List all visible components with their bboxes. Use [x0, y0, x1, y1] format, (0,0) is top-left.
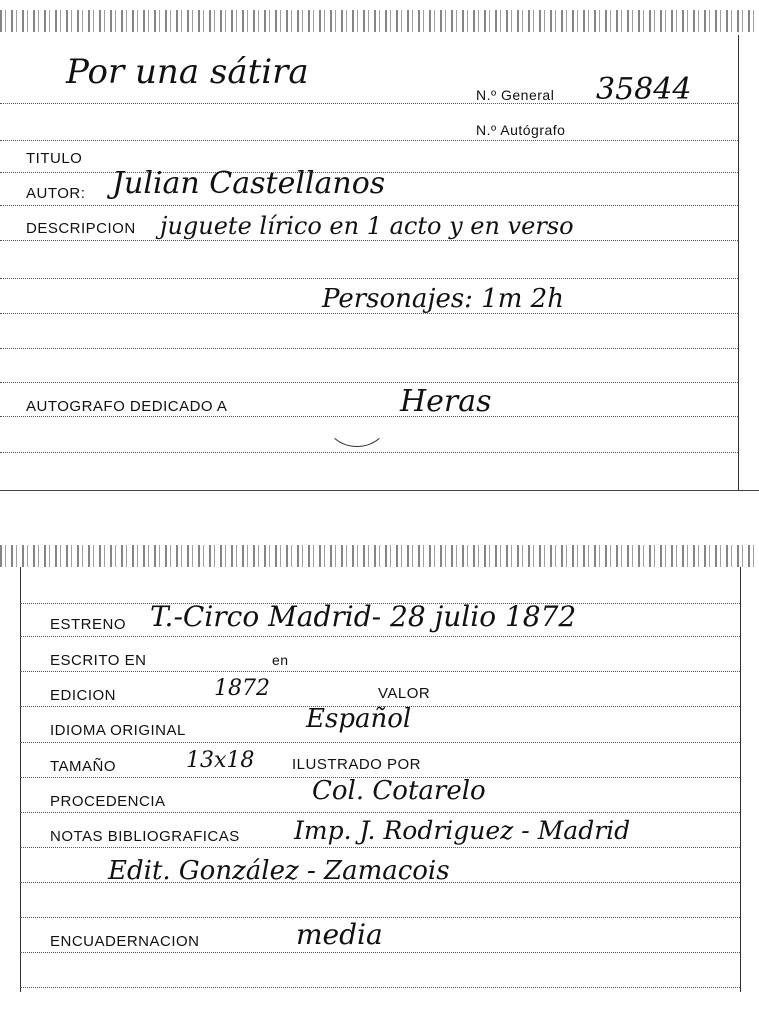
card-bottom-edge [0, 545, 759, 567]
notas-value-line1: Imp. J. Rodriguez - Madrid [294, 816, 631, 845]
tamano-label: TAMAÑO [50, 758, 117, 775]
rule-line [20, 671, 740, 672]
autor-label: AUTOR: [26, 185, 86, 202]
procedencia-label: PROCEDENCIA [50, 793, 166, 810]
idioma-label: IDIOMA ORIGINAL [50, 722, 186, 739]
rule-line [0, 240, 738, 241]
card-bottom-right-border [740, 567, 741, 992]
descripcion-value: juguete lírico en 1 acto y en verso [160, 212, 574, 240]
card-top-right-border [738, 35, 739, 490]
rule-line [0, 452, 738, 453]
autografo-number-label: N.º Autógrafo [476, 122, 566, 138]
general-number-value: 35844 [596, 72, 692, 107]
autografo-dedicado-label: AUTOGRAFO DEDICADO A [26, 398, 228, 415]
autografo-dedicado-value: Heras [400, 384, 492, 419]
rule-line [0, 278, 738, 279]
rule-line [20, 987, 740, 988]
estreno-label: ESTRENO [50, 616, 127, 633]
general-number-label: N.º General [476, 87, 555, 103]
personajes-value: Personajes: 1m 2h [322, 284, 564, 314]
valor-label: VALOR [378, 685, 431, 702]
descripcion-label: DESCRIPCION [26, 220, 136, 237]
encuadernacion-value: media [296, 918, 383, 951]
rule-line [20, 847, 740, 848]
notas-value-line2: Edit. González - Zamacois [108, 856, 450, 886]
procedencia-value: Col. Cotarelo [312, 776, 486, 806]
rule-line [20, 636, 740, 637]
tamano-value: 13x18 [186, 748, 255, 773]
idioma-value: Español [306, 704, 412, 734]
edicion-label: EDICION [50, 687, 117, 704]
escrito-label: ESCRITO EN [50, 652, 147, 669]
card-bottom-left-border [20, 567, 21, 992]
rule-line [0, 140, 738, 141]
rule-line [20, 952, 740, 953]
titulo-label: TITULO [26, 150, 83, 167]
rule-line [0, 382, 738, 383]
card-top-bottom-border [0, 490, 759, 491]
edicion-value: 1872 [214, 676, 270, 701]
stamp-circle [326, 395, 388, 447]
card-top-edge [0, 10, 759, 32]
autor-value: Julian Castellanos [112, 166, 386, 201]
work-title-handwritten: Por una sátira [66, 52, 309, 92]
rule-line [0, 348, 738, 349]
estreno-value: T.-Circo Madrid- 28 julio 1872 [150, 600, 577, 633]
rule-line [20, 742, 740, 743]
rule-line [20, 812, 740, 813]
rule-line [0, 205, 738, 206]
ilustrado-label: ILUSTRADO POR [292, 756, 422, 773]
encuadernacion-label: ENCUADERNACION [50, 933, 200, 950]
notas-label: NOTAS BIBLIOGRAFICAS [50, 828, 240, 845]
escrito-en-label: en [272, 652, 289, 668]
